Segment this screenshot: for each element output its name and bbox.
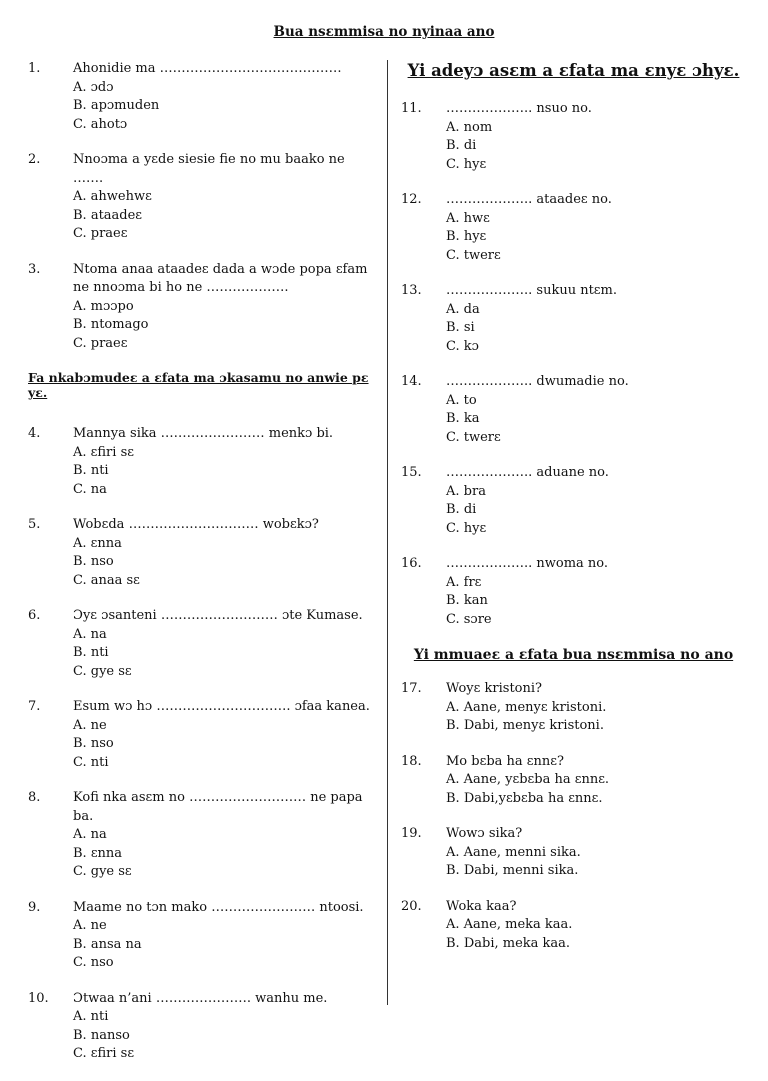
question-group-left-b <box>28 425 373 1064</box>
answer-option: B. hyɛ <box>446 229 487 244</box>
question-number: 6. <box>28 608 41 623</box>
question-stem: Woka kaa? <box>446 898 517 914</box>
answer-option: B. ɛnna <box>73 845 123 861</box>
question-stem: Esum wɔ hɔ …………………………. ɔfaa kanea. <box>73 699 370 714</box>
answer-option: A. Aane, yɛbɛba ha ɛnnɛ. <box>446 772 610 787</box>
right-column <box>401 60 746 970</box>
question-item <box>28 261 373 354</box>
left-column <box>28 60 373 1081</box>
question-body <box>73 990 373 1064</box>
question-number: 2. <box>28 152 41 167</box>
question-item <box>28 607 373 681</box>
question-stem: ……………….. sukuu ntɛm. <box>446 283 617 298</box>
question-body <box>73 607 373 681</box>
answer-option: A. frɛ <box>446 574 482 590</box>
answer-option: B. nanso <box>73 1027 130 1043</box>
question-number: 19. <box>401 826 422 841</box>
question-stem: Wobɛda ………………………… wobɛkɔ? <box>73 517 319 532</box>
answer-option: B. di <box>446 138 477 153</box>
answer-option: C. nti <box>73 754 109 770</box>
question-number: 11. <box>401 101 422 116</box>
answer-option: A. na <box>73 626 107 642</box>
question-item <box>401 825 746 881</box>
answer-option: C. na <box>73 481 107 497</box>
answer-option: C. ɛfiri sɛ <box>73 1046 135 1061</box>
question-body <box>73 789 373 882</box>
answer-option: A. bra <box>446 483 486 499</box>
answer-option: C. anaa sɛ <box>73 572 140 588</box>
question-stem: ……………….. nsuo no. <box>446 101 592 116</box>
answer-option: B. ataadeɛ <box>73 207 143 223</box>
question-number: 14. <box>401 374 422 389</box>
question-stem: ne nnoɔma bi ho ne ………………. <box>73 280 289 295</box>
answer-option: A. da <box>446 301 480 317</box>
answer-option: A. Aane, meka kaa. <box>446 917 573 932</box>
question-body <box>446 825 746 881</box>
question-body <box>73 698 373 772</box>
question-item <box>401 753 746 809</box>
answer-option: C. praeɛ <box>73 226 128 241</box>
answer-option: B. si <box>446 320 475 335</box>
answer-option: A. nom <box>446 119 493 135</box>
answer-option: A. hwɛ <box>446 210 490 226</box>
question-body <box>446 100 746 174</box>
question-body <box>73 151 373 244</box>
question-item <box>401 680 746 736</box>
question-item <box>28 425 373 499</box>
question-number: 4. <box>28 426 41 441</box>
page-title: Bua nsɛmmisa no nyinaa ano <box>273 24 495 40</box>
question-stem: Ahonidie ma …………………………………… <box>73 61 342 76</box>
question-body <box>446 555 746 629</box>
answer-option: B. ansa na <box>73 936 142 952</box>
question-item <box>401 898 746 954</box>
answer-option: A. mɔɔpo <box>73 298 134 314</box>
answer-option: C. hyɛ <box>446 156 487 172</box>
question-number: 3. <box>28 261 41 277</box>
section-heading-answers: Yi mmuaeɛ a ɛfata bua nsɛmmisa no ano <box>413 647 734 663</box>
answer-option: B. nso <box>73 736 114 751</box>
answer-option: C. gye sɛ <box>73 864 132 879</box>
question-group-right-a <box>401 100 746 629</box>
answer-option: A. ɔdɔ <box>73 79 114 95</box>
question-number: 10. <box>28 990 49 1006</box>
answer-option: C. gye sɛ <box>73 663 132 679</box>
question-number: 7. <box>28 699 41 714</box>
question-item <box>28 60 373 134</box>
question-item <box>401 464 746 538</box>
question-stem: ……………….. aduane no. <box>446 465 609 480</box>
question-stem: ……………….. dwumadie no. <box>446 374 629 389</box>
question-stem: Kofi nka asɛm no ……………………… ne papa ba. <box>73 790 363 824</box>
answer-option: A. ɛfiri sɛ <box>73 444 134 460</box>
column-divider <box>387 60 388 1005</box>
question-item <box>401 555 746 629</box>
question-number: 16. <box>401 556 422 571</box>
question-stem: Mannya sika …………………… menkɔ bi. <box>73 426 334 441</box>
answer-option: B. Dabi, menyɛ kristoni. <box>446 718 604 733</box>
question-number: 17. <box>401 681 422 696</box>
question-body <box>446 753 746 809</box>
question-body <box>446 282 746 356</box>
question-number: 12. <box>401 192 422 207</box>
answer-option: A. Aane, menyɛ kristoni. <box>446 699 607 715</box>
question-item <box>28 899 373 973</box>
answer-option: A. Aane, menni sika. <box>446 844 581 860</box>
answer-option: B. nso <box>73 554 114 569</box>
answer-option: C. ahotɔ <box>73 116 128 132</box>
question-body <box>73 899 373 973</box>
question-body <box>446 680 746 736</box>
answer-option: A. ɛnna <box>73 535 122 551</box>
question-stem: Nnoɔma a yɛde siesie fie no mu baako ne ……. <box>73 152 345 186</box>
answer-option: C. sɔre <box>446 611 492 627</box>
answer-option: C. hyɛ <box>446 520 487 536</box>
question-item <box>28 990 373 1064</box>
question-group-right-b <box>401 680 746 953</box>
question-number: 8. <box>28 790 41 805</box>
question-item <box>401 191 746 265</box>
question-stem: Ɔyɛ ɔsanteni ……………………… ɔte Kumase. <box>73 608 363 623</box>
answer-option: A. nti <box>73 1009 109 1024</box>
answer-option: B. di <box>446 502 477 517</box>
question-body <box>446 464 746 538</box>
question-number: 1. <box>28 61 41 76</box>
question-item <box>28 151 373 244</box>
question-item <box>28 516 373 590</box>
question-item <box>401 373 746 447</box>
answer-option: B. nti <box>73 463 109 478</box>
question-body <box>446 898 746 954</box>
question-number: 5. <box>28 517 41 532</box>
answer-option: B. ka <box>446 411 480 426</box>
question-stem: Wowɔ sika? <box>446 826 523 841</box>
question-number: 18. <box>401 753 422 769</box>
answer-option: A. ahwehwɛ <box>73 189 152 204</box>
answer-option: A. to <box>446 392 477 408</box>
question-stem: Ntoma anaa ataadeɛ dada a wɔde popa ɛfam <box>73 261 368 277</box>
question-item <box>401 100 746 174</box>
question-group-left-a <box>28 60 373 353</box>
question-stem: Maame no tɔn mako …………………… ntoosi. <box>73 899 364 915</box>
answer-option: C. nso <box>73 955 114 970</box>
answer-option: A. ne <box>73 918 107 933</box>
question-number: 20. <box>401 898 422 914</box>
question-stem: Ɔtwaa n’ani …………………. wanhu me. <box>73 990 328 1006</box>
question-body <box>73 261 373 354</box>
answer-option: B. Dabi,yɛbɛba ha ɛnnɛ. <box>446 790 603 806</box>
question-body <box>73 516 373 590</box>
answer-option: B. Dabi, meka kaa. <box>446 935 571 951</box>
answer-option: C. praeɛ <box>73 335 128 351</box>
question-stem: Mo bɛba ha ɛnnɛ? <box>446 753 564 769</box>
question-item <box>28 698 373 772</box>
question-body <box>73 60 373 134</box>
question-item <box>401 282 746 356</box>
answer-option: B. kan <box>446 593 488 608</box>
question-body <box>73 425 373 499</box>
answer-option: B. ntomago <box>73 317 149 332</box>
question-number: 15. <box>401 465 422 480</box>
answer-option: B. Dabi, menni sika. <box>446 863 579 878</box>
answer-option: B. apɔmuden <box>73 98 160 113</box>
answer-option: B. nti <box>73 645 109 660</box>
answer-option: C. twerɛ <box>446 247 501 263</box>
section-heading-verbs: Yi adeyɔ asɛm a ɛfata ma ɛnyɛ ɔhyɛ. <box>407 61 740 80</box>
answer-option: C. kɔ <box>446 338 479 354</box>
question-body <box>446 373 746 447</box>
question-stem: ……………….. nwoma no. <box>446 556 609 571</box>
question-number: 13. <box>401 283 422 298</box>
answer-option: C. twerɛ <box>446 429 501 445</box>
answer-option: A. na <box>73 827 107 842</box>
question-stem: ……………….. ataadeɛ no. <box>446 192 612 207</box>
question-body <box>446 191 746 265</box>
question-number: 9. <box>28 899 41 915</box>
question-stem: Woyɛ kristoni? <box>446 681 542 696</box>
section-heading-conjunctions: Fa nkabɔmudeɛ a ɛfata ma ɔkasamu no anwie pɛ yɛ. <box>28 370 369 400</box>
question-item <box>28 789 373 882</box>
answer-option: A. ne <box>73 717 107 733</box>
